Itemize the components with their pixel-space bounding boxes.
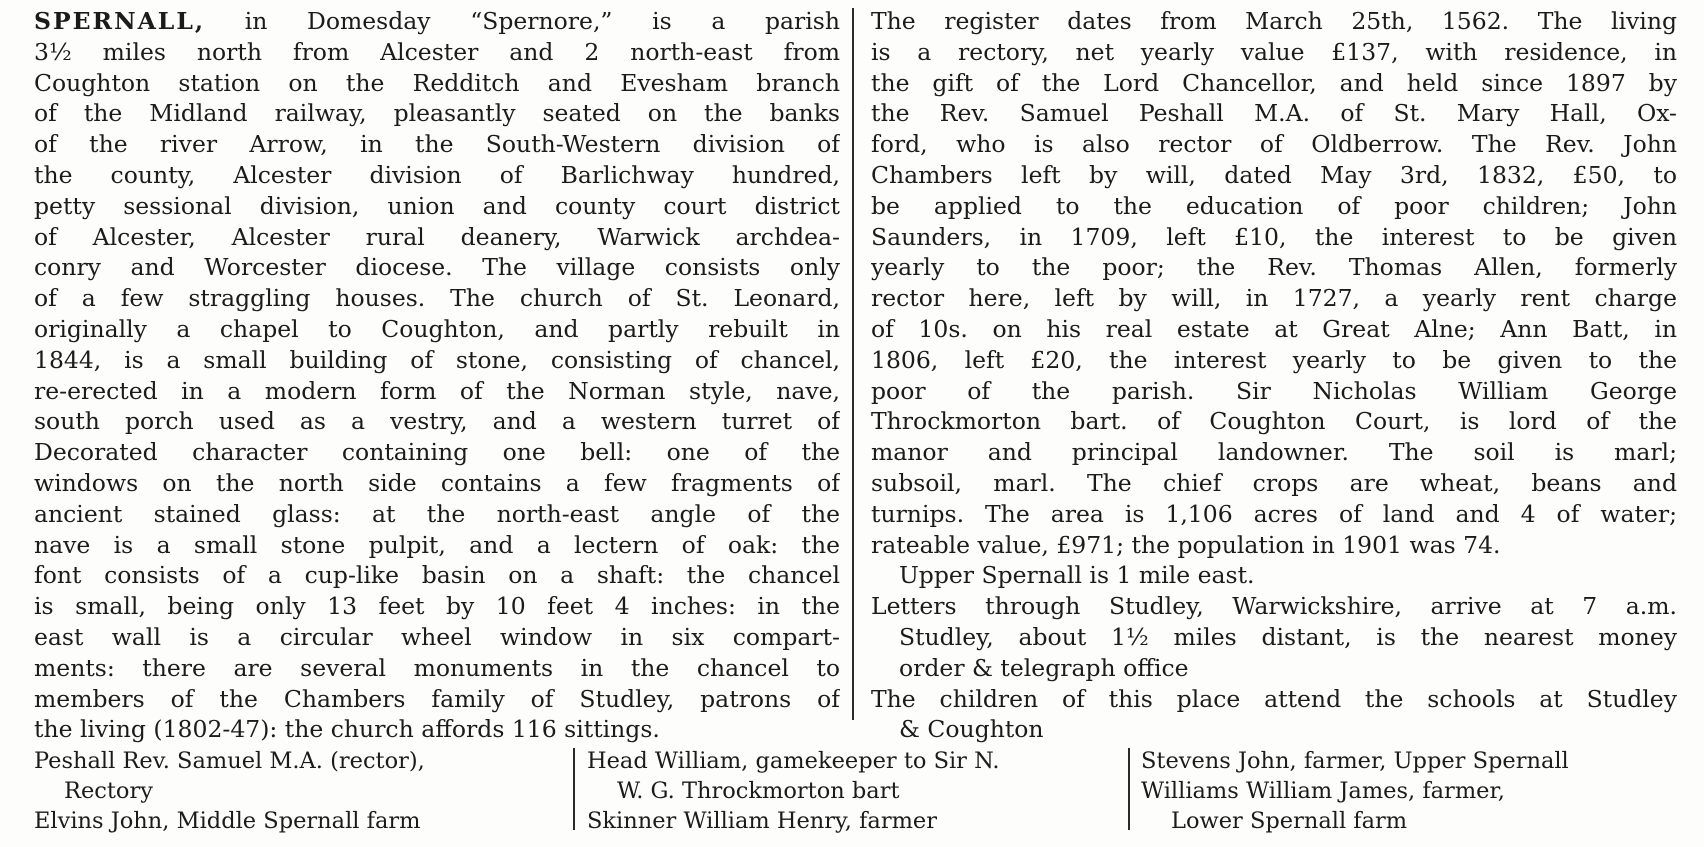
text-line: petty sessional division, union and county court district xyxy=(34,191,840,220)
text-line: 1844, is a small building of stone, consisting of chancel, xyxy=(34,345,840,374)
directory-entry: Head William, gamekeeper to Sir N. xyxy=(587,748,1000,774)
text-line: the Rev. Samuel Peshall M.A. of St. Mary Hall, Ox- xyxy=(871,99,1677,128)
directory-entry-cont: Lower Spernall farm xyxy=(1171,808,1408,834)
schools-note-cont: & Coughton xyxy=(899,715,1044,744)
text-line: the living (1802-47): the church affords 116 sittings. xyxy=(34,715,660,744)
text-line: poor of the parish. Sir Nicholas William George xyxy=(871,376,1677,405)
text-line: 3½ miles north from Alcester and 2 north-east from xyxy=(34,37,840,66)
text-line: of the river Arrow, in the South-Western division of xyxy=(34,130,840,159)
text-line: is a rectory, net yearly value £137, with residence, in xyxy=(871,37,1677,66)
directory-entry-cont: Rectory xyxy=(64,778,153,804)
text-line: Throckmorton bart. of Coughton Court, is lord of the xyxy=(871,407,1677,436)
text-line: SPERNALL, in Domesday “Spernore,” is a parish xyxy=(34,7,840,35)
parish-description-left xyxy=(34,6,840,745)
text-line: originally a chapel to Coughton, and partly rebuilt in xyxy=(34,314,840,343)
directory-column-1 xyxy=(34,746,574,836)
column-divider xyxy=(852,8,854,720)
text-line: subsoil, marl. The chief crops are wheat, beans and xyxy=(871,468,1677,497)
text-line: ments: there are several monuments in the chancel to xyxy=(34,653,840,682)
text-line: ancient stained glass: at the north-east angle of the xyxy=(34,499,840,528)
text-line: east wall is a circular wheel window in six compart- xyxy=(34,622,840,651)
text-line: Coughton station on the Redditch and Evesham branch xyxy=(34,68,840,97)
text-line: turnips. The area is 1,106 acres of land and 4 of water; xyxy=(871,499,1677,528)
text-line: of the Midland railway, pleasantly seated on the banks xyxy=(34,99,840,128)
text-line: be applied to the education of poor children; John xyxy=(871,191,1677,220)
text-line: members of the Chambers family of Studley, patrons of xyxy=(34,684,840,713)
money-order-note-cont: order & telegraph office xyxy=(899,653,1189,682)
text-line: font consists of a cup-like basin on a shaft: the chancel xyxy=(34,561,840,590)
parish-description-right xyxy=(871,6,1677,745)
text-line: The register dates from March 25th, 1562. The living xyxy=(871,7,1677,35)
parish-heading: SPERNALL, xyxy=(34,7,206,35)
money-order-note: Studley, about 1½ miles distant, is the nearest money xyxy=(899,622,1677,651)
schools-note: The children of this place attend the schools at Studley xyxy=(871,684,1677,713)
text-line: yearly to the poor; the Rev. Thomas Allen, formerly xyxy=(871,253,1677,282)
text-line: south porch used as a vestry, and a western turret of xyxy=(34,407,840,436)
text-line: of 10s. on his real estate at Great Alne; Ann Batt, in xyxy=(871,314,1677,343)
directory-divider xyxy=(573,748,575,830)
text-line: conry and Worcester diocese. The village consists only xyxy=(34,253,840,282)
text-line: re-erected in a modern form of the Norman style, nave, xyxy=(34,376,840,405)
directory-column-2 xyxy=(587,746,1127,836)
text-line: manor and principal landowner. The soil is marl; xyxy=(871,438,1677,467)
text-line: nave is a small stone pulpit, and a lectern of oak: the xyxy=(34,530,840,559)
upper-spernall-note: Upper Spernall is 1 mile east. xyxy=(899,561,1255,590)
directory-divider xyxy=(1128,748,1130,830)
text-line: of a few straggling houses. The church of St. Leonard, xyxy=(34,284,840,313)
text-line: the gift of the Lord Chancellor, and held since 1897 by xyxy=(871,68,1677,97)
directory-entry: Stevens John, farmer, Upper Spernall xyxy=(1141,748,1569,774)
directory-entry: Peshall Rev. Samuel M.A. (rector), xyxy=(34,748,425,774)
text-line: rector here, left by will, in 1727, a yearly rent charge xyxy=(871,284,1677,313)
text-line: Chambers left by will, dated May 3rd, 1832, £50, to xyxy=(871,160,1677,189)
text-line: is small, being only 13 feet by 10 feet 4 inches: in the xyxy=(34,592,840,621)
directory-entry: Elvins John, Middle Spernall farm xyxy=(34,808,421,834)
text-line: windows on the north side contains a few fragments of xyxy=(34,468,840,497)
text-line: Decorated character containing one bell: one of the xyxy=(34,438,840,467)
text-line: Saunders, in 1709, left £10, the interest to be given xyxy=(871,222,1677,251)
text-line: rateable value, £971; the population in 1901 was 74. xyxy=(871,530,1501,559)
directory-entry: Williams William James, farmer, xyxy=(1141,778,1505,804)
directory-entry: Skinner William Henry, farmer xyxy=(587,808,937,834)
directory-entry-cont: W. G. Throckmorton bart xyxy=(617,778,900,804)
letters-note: Letters through Studley, Warwickshire, arrive at 7 a.m. xyxy=(871,592,1677,621)
text-line: of Alcester, Alcester rural deanery, Warwick archdea- xyxy=(34,222,840,251)
text-line: the county, Alcester division of Barlichway hundred, xyxy=(34,160,840,189)
directory-column-3 xyxy=(1141,746,1681,836)
text-line: 1806, left £20, the interest yearly to be given to the xyxy=(871,345,1677,374)
text-line: ford, who is also rector of Oldberrow. The Rev. John xyxy=(871,130,1677,159)
